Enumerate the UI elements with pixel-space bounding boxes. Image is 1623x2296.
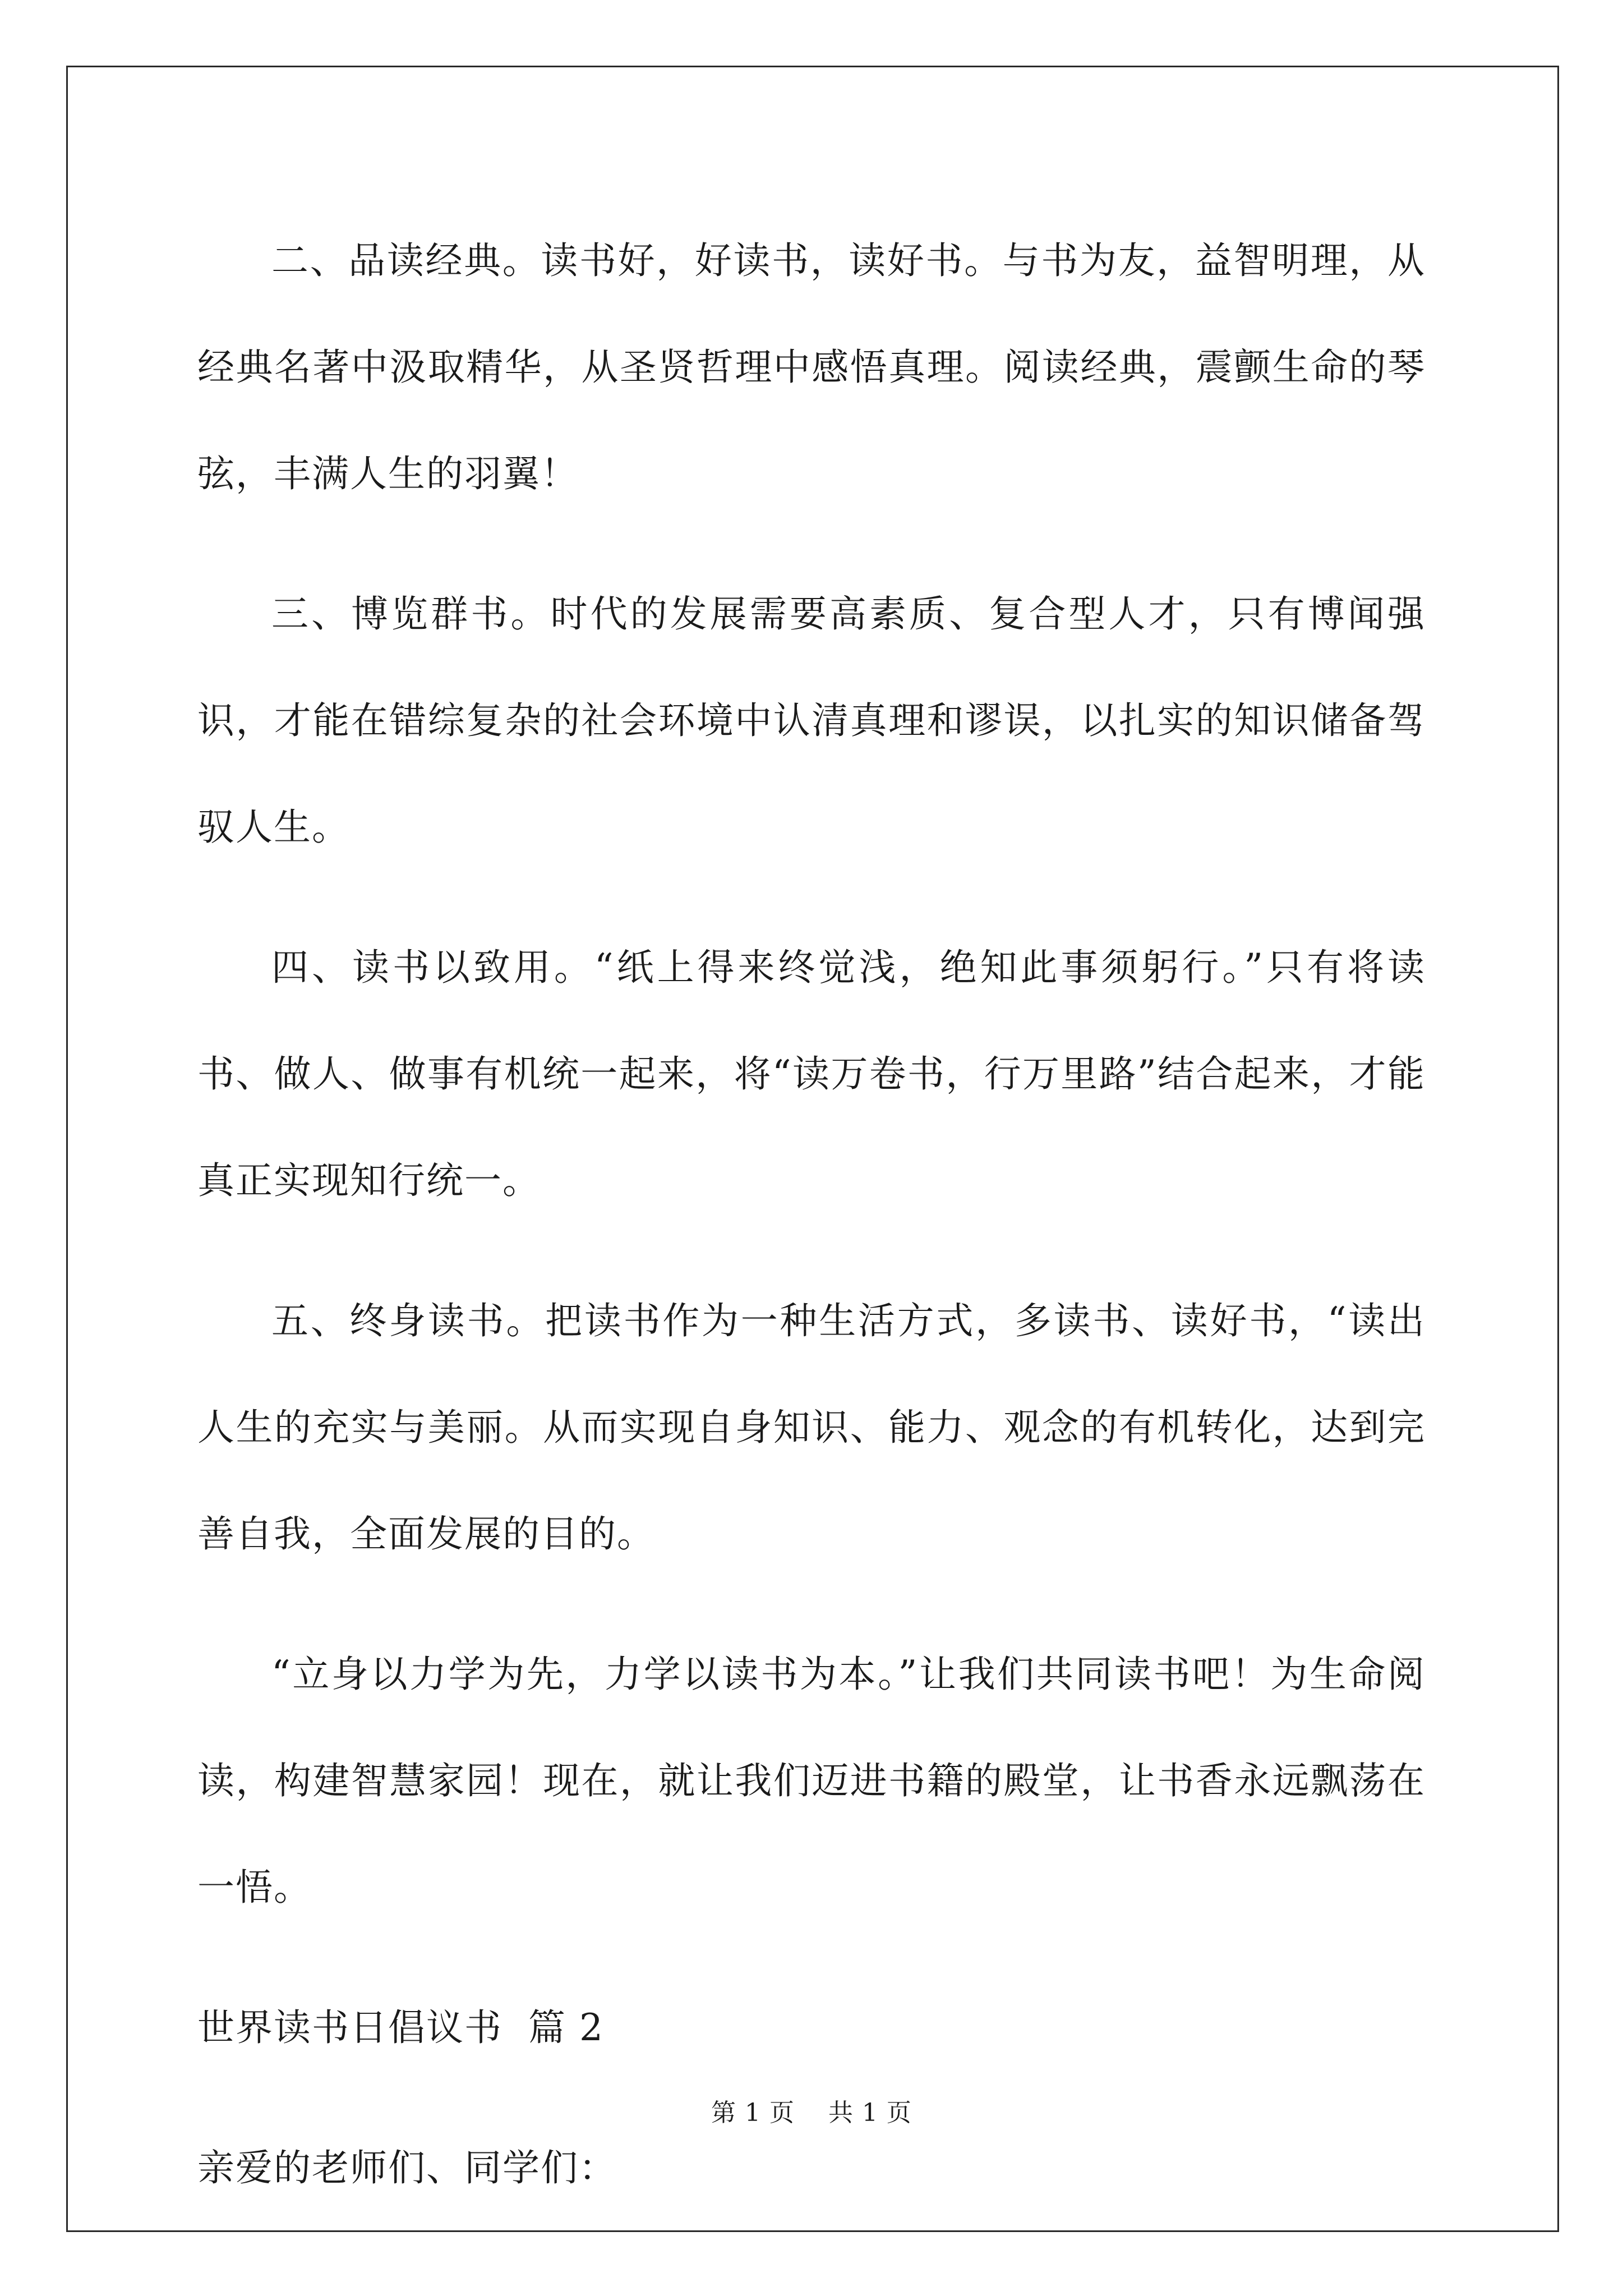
salutation: 亲爱的老师们、同学们： [197,2146,617,2189]
paragraph-apply-reading: 四、读书以致用。“纸上得来终觉浅，绝知此事须躬行。”只有将读书、做人、做事有机统一起来，将“读万卷书，行万里路”结合起来，才能真正实现知行统一。 [197,946,1426,1202]
paragraph-lifelong-reading: 五、终身读书。把读书作为一种生活方式，多读书、读好书，“读出人生的充实与美丽。从而实现自身知识、能力、观念的有机转化，达到完善自我，全面发展的目的。 [197,1299,1426,1556]
page-footer: 第 1 页 共 1 页 [711,2099,912,2127]
paragraph-closing-call: “立身以力学为先，力学以读书为本。”让我们共同读书吧！为生命阅读，构建智慧家园！现在，就让我们迈进书籍的殿堂，让书香永远飘荡在一悟。 [197,1653,1426,1909]
paragraph-classics: 二、品读经典。读书好，好读书，读好书。与书为友，益智明理，从经典名著中汲取精华，从圣贤哲理中感悟真理。阅读经典，震颤生命的琴弦，丰满人生的羽翼！ [197,239,1426,495]
document-body [197,208,1426,2221]
paragraph-broad-reading: 三、博览群书。时代的发展需要高素质、复合型人才，只有博闻强识，才能在错综复杂的社会环境中认清真理和谬误，以扎实的知识储备驾驭人生。 [197,592,1426,849]
section-heading: 世界读书日倡议书 篇 2 [197,2006,604,2049]
